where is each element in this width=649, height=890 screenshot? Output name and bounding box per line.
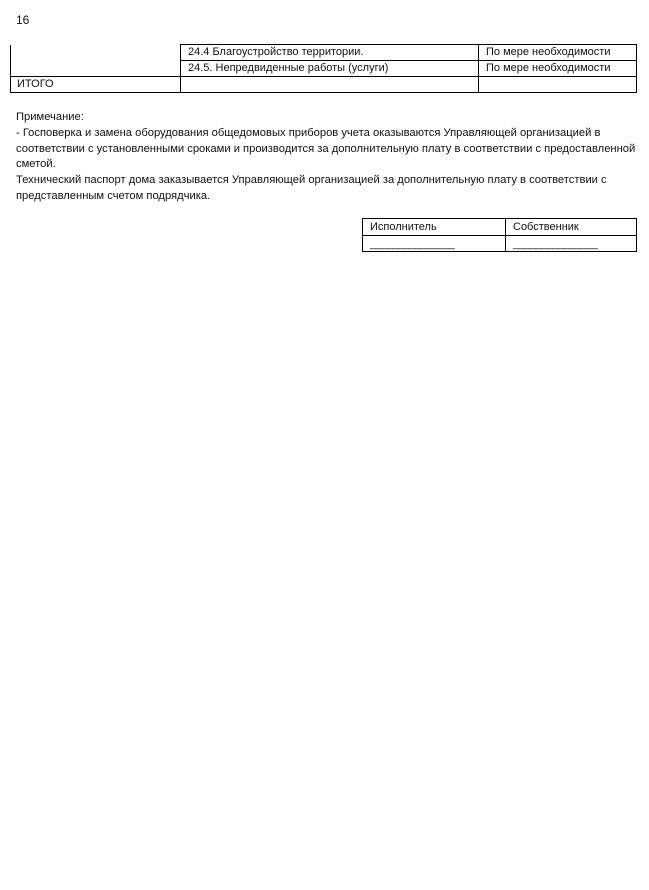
table-row xyxy=(11,61,637,77)
executor-label: Исполнитель xyxy=(363,219,506,236)
executor-signature-line: _______________ xyxy=(363,236,506,252)
total-empty-cell xyxy=(479,77,637,93)
table-row xyxy=(11,45,637,61)
work-frequency-cell: По мере необходимости xyxy=(479,45,637,61)
signature-table xyxy=(362,218,637,252)
notes-section xyxy=(16,110,636,205)
table-cell-empty xyxy=(11,61,181,77)
notes-item-verification: - Госповерка и замена оборудования общедомовых приборов учета оказываются Управляющей организацией в соответствии с установленными сроками и производится за дополнительную плату в соответствии с предоставленной сметой. xyxy=(16,126,636,171)
works-table xyxy=(10,44,637,93)
notes-heading: Примечание: xyxy=(16,111,84,123)
owner-label: Собственник xyxy=(506,219,637,236)
signature-header-row xyxy=(363,219,637,236)
total-empty-cell xyxy=(181,77,479,93)
signature-line-row xyxy=(363,236,637,252)
owner-signature-line: _______________ xyxy=(506,236,637,252)
work-frequency-cell: По мере необходимости xyxy=(479,61,637,77)
total-label-cell: ИТОГО xyxy=(11,77,181,93)
work-name-cell: 24.5. Непредвиденные работы (услуги) xyxy=(181,61,479,77)
table-cell-empty xyxy=(11,45,181,61)
work-name-cell: 24.4 Благоустройство территории. xyxy=(181,45,479,61)
page-number: 16 xyxy=(16,13,30,27)
notes-item-passport: Технический паспорт дома заказывается Управляющей организацией за дополнительную плату в соответствии с представленным счетом подрядчика. xyxy=(16,174,607,202)
total-row xyxy=(11,77,637,93)
